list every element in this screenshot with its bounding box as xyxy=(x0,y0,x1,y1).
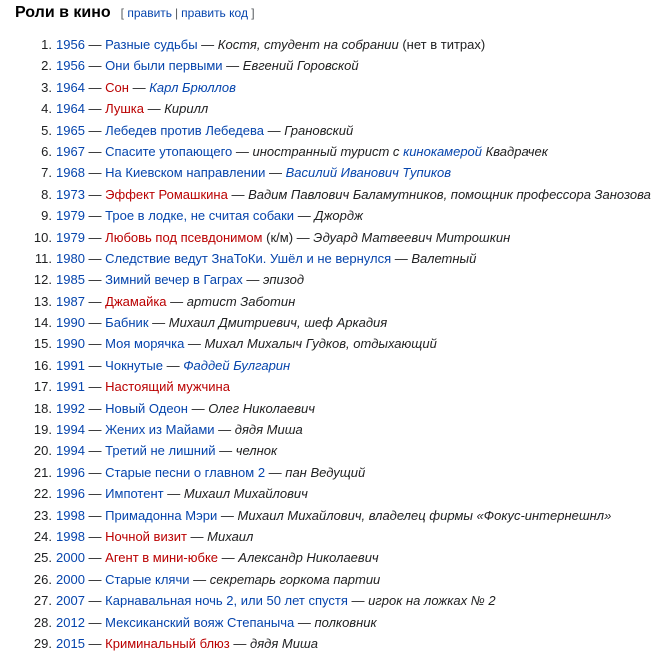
list-item xyxy=(0,98,659,119)
dash: — xyxy=(394,250,408,266)
dash: — xyxy=(167,486,181,502)
dash: — xyxy=(190,528,204,544)
list-item xyxy=(0,333,659,354)
year-link[interactable]: 1996 xyxy=(56,464,85,480)
list-item xyxy=(0,205,659,226)
dash: — xyxy=(246,272,260,288)
dash: — xyxy=(269,165,282,181)
role-name: Михаил xyxy=(207,528,254,544)
role-name: игрок на ложках № 2 xyxy=(368,593,496,609)
role-note: (нет в титрах) xyxy=(402,37,486,52)
list-item xyxy=(0,612,659,633)
dash: — xyxy=(166,357,180,373)
film-link[interactable]: Эффект Ромашкина xyxy=(105,186,228,202)
role-name: Олег Николаевич xyxy=(208,400,316,416)
edit-bracket-open: [ xyxy=(120,6,124,20)
role-name: Вадим Павлович Баламутников, помощник профессора Занозова xyxy=(248,186,651,202)
role-name: секретарь горкома партии xyxy=(209,571,381,587)
item-number: 18. xyxy=(33,400,52,416)
film-link[interactable]: Третий не лишний xyxy=(105,443,216,459)
dash: — xyxy=(268,464,282,480)
year-link[interactable]: 2000 xyxy=(56,550,85,566)
edit-link[interactable]: править xyxy=(127,6,173,20)
role-name: Эдуард Матвеевич Митрошкин xyxy=(313,229,511,245)
item-number: 9. xyxy=(41,208,52,224)
item-number: 24. xyxy=(33,528,52,544)
dash: — xyxy=(88,101,102,117)
film-link[interactable]: Следствие ведут ЗнаТоКи. Ушёл и не вернулся xyxy=(105,250,392,266)
item-number: 27. xyxy=(33,593,52,609)
dash: — xyxy=(88,400,102,416)
item-number: 7. xyxy=(41,165,52,181)
year-link[interactable]: 1994 xyxy=(56,422,85,438)
dash: — xyxy=(88,165,102,181)
role-name: дядя Миша xyxy=(250,635,318,651)
dash: — xyxy=(88,379,102,395)
film-link[interactable]: Карнавальная ночь 2, или 50 лет спустя xyxy=(105,593,348,609)
dash: — xyxy=(88,58,102,74)
year-link[interactable]: 2007 xyxy=(56,593,85,609)
role-name: Михаил Михайлович xyxy=(183,486,308,502)
dash: — xyxy=(147,101,161,117)
role-name: полковник xyxy=(314,614,377,630)
role-name: Евгений Горовской xyxy=(242,58,359,74)
dash: — xyxy=(201,37,215,52)
film-link[interactable]: Чокнутые xyxy=(105,357,163,373)
dash: — xyxy=(219,443,233,459)
year-link[interactable]: 1996 xyxy=(56,486,85,502)
list-item xyxy=(0,184,659,205)
dash: — xyxy=(88,507,102,523)
dash: — xyxy=(88,336,102,352)
section-header xyxy=(15,4,255,30)
item-number: 14. xyxy=(33,315,52,331)
list-item xyxy=(0,633,659,654)
list-item xyxy=(0,590,659,611)
role-link[interactable]: Карл Брюллов xyxy=(149,79,236,95)
year-link[interactable]: 1994 xyxy=(56,443,85,459)
item-number: 17. xyxy=(33,379,52,395)
dash: — xyxy=(88,422,102,438)
role-name: артист Заботин xyxy=(186,293,296,309)
item-number: 21. xyxy=(33,464,52,480)
dash: — xyxy=(88,37,102,52)
dash: — xyxy=(88,122,102,138)
film-link[interactable]: Мексиканский вояж Степаныча xyxy=(105,614,295,630)
year-link[interactable]: 1965 xyxy=(56,122,85,138)
dash: — xyxy=(132,79,146,95)
film-link[interactable]: Зимний вечер в Гаграх xyxy=(105,272,243,288)
dash: — xyxy=(220,507,234,523)
dash: — xyxy=(88,571,102,587)
item-number: 16. xyxy=(33,357,52,373)
dash: — xyxy=(193,571,207,587)
role-name: эпизод xyxy=(262,272,305,288)
item-number: 12. xyxy=(33,272,52,288)
dash: — xyxy=(267,122,281,138)
dash: — xyxy=(226,58,240,74)
role-name: Александр Николаевич xyxy=(238,550,379,566)
dash: — xyxy=(88,528,102,544)
role-name-suffix: Квадрачек xyxy=(485,143,548,159)
item-number: 20. xyxy=(33,443,52,459)
film-link[interactable]: Старые песни о главном 2 xyxy=(105,464,266,480)
item-number: 4. xyxy=(41,101,52,117)
dash: — xyxy=(297,208,311,224)
dash: — xyxy=(170,293,184,309)
year-link[interactable]: 1979 xyxy=(56,208,85,224)
item-number: 1. xyxy=(41,37,52,52)
dash: — xyxy=(88,143,102,159)
year-link[interactable]: 1980 xyxy=(56,250,85,266)
year-link[interactable]: 1990 xyxy=(56,315,85,331)
role-name: пан Ведущий xyxy=(285,464,366,480)
year-link[interactable]: 1998 xyxy=(56,507,85,523)
role-name: челнок xyxy=(235,443,278,459)
dash: — xyxy=(88,293,102,309)
role-name: Михаил Михайлович, владелец фирмы «Фокус-интернешнл» xyxy=(237,507,612,523)
dash: — xyxy=(88,593,102,609)
film-link[interactable]: Жених из Майами xyxy=(105,422,215,438)
year-link[interactable]: 1979 xyxy=(56,229,85,245)
film-link[interactable]: Моя морячка xyxy=(105,336,185,352)
item-number: 5. xyxy=(41,122,52,138)
year-link[interactable]: 1987 xyxy=(56,293,85,309)
role-name: Костя, студент на собрании xyxy=(217,37,399,52)
item-number: 2. xyxy=(41,58,52,74)
item-number: 26. xyxy=(33,571,52,587)
dash: — xyxy=(297,614,311,630)
role-name: Валетный xyxy=(411,250,477,266)
section-title: Роли в кино xyxy=(15,4,111,21)
list-item xyxy=(0,526,659,547)
film-link[interactable]: Сон xyxy=(105,79,129,95)
year-link[interactable]: 1956 xyxy=(56,37,85,52)
role-link[interactable]: Фаддей Булгарин xyxy=(183,357,291,373)
dash: — xyxy=(88,486,102,502)
year-link[interactable]: 1968 xyxy=(56,165,85,181)
film-link[interactable]: Ночной визит xyxy=(105,528,187,544)
year-link[interactable]: 1964 xyxy=(56,79,85,95)
film-link[interactable]: Любовь под псевдонимом xyxy=(105,229,263,245)
film-link[interactable]: Джамайка xyxy=(105,293,167,309)
year-link[interactable]: 1956 xyxy=(56,58,85,74)
dash: — xyxy=(88,315,102,331)
role-name: дядя Миша xyxy=(234,422,303,438)
list-item xyxy=(0,120,659,141)
film-link[interactable]: Настоящий мужчина xyxy=(105,379,230,395)
item-number: 13. xyxy=(33,293,52,309)
item-number: 11. xyxy=(34,250,52,266)
item-number: 15. xyxy=(33,336,52,352)
role-name: Кирилл xyxy=(164,101,209,117)
dash: — xyxy=(88,635,102,651)
item-number: 23. xyxy=(33,507,52,523)
dash: — xyxy=(88,272,102,288)
list-item xyxy=(0,162,659,183)
list-item xyxy=(0,440,659,461)
dash: — xyxy=(88,464,102,480)
item-number: 6. xyxy=(41,143,52,159)
dash: — xyxy=(88,208,102,224)
year-link[interactable]: 1973 xyxy=(56,186,85,202)
film-link[interactable]: Лебедев против Лебедева xyxy=(105,122,264,138)
year-link[interactable]: 1991 xyxy=(56,357,85,373)
dash: — xyxy=(88,357,102,373)
film-link[interactable]: Примадонна Мэри xyxy=(105,507,218,523)
list-item xyxy=(0,398,659,419)
list-item xyxy=(0,34,659,55)
item-number: 8. xyxy=(41,186,52,202)
dash: — xyxy=(351,593,365,609)
year-link[interactable]: 2012 xyxy=(56,614,85,630)
filmography-list xyxy=(0,34,659,654)
film-link[interactable]: Агент в мини-юбке xyxy=(105,550,219,566)
year-link[interactable]: 1991 xyxy=(56,379,85,395)
edit-code-link[interactable]: править код xyxy=(181,6,248,20)
edit-section-links xyxy=(121,6,255,20)
item-number: 19. xyxy=(33,422,52,438)
list-item xyxy=(0,547,659,568)
year-link[interactable]: 2000 xyxy=(56,571,85,587)
item-number: 29. xyxy=(33,635,52,651)
role-name: Михал Михалыч Гудков, отдыхающий xyxy=(204,336,437,352)
dash: — xyxy=(296,229,310,245)
year-link[interactable]: 2015 xyxy=(56,635,85,651)
dash: — xyxy=(191,400,205,416)
list-item xyxy=(0,483,659,504)
edit-bracket-close: ] xyxy=(251,6,255,20)
film-link[interactable]: Бабник xyxy=(105,315,149,331)
dash: — xyxy=(88,443,102,459)
list-item xyxy=(0,141,659,162)
dash: — xyxy=(187,336,201,352)
film-link[interactable]: Старые клячи xyxy=(105,571,190,587)
item-number: 10. xyxy=(33,229,52,245)
list-item xyxy=(0,376,659,397)
film-link[interactable]: Криминальный блюз xyxy=(105,635,230,651)
film-link[interactable]: Спасите утопающего xyxy=(105,143,233,159)
item-number: 3. xyxy=(41,79,52,95)
film-link[interactable]: Новый Одеон xyxy=(105,400,188,416)
role-name: иностранный турист с xyxy=(252,143,400,159)
film-link[interactable]: На Киевском направлении xyxy=(105,165,266,181)
year-link[interactable]: 1998 xyxy=(56,528,85,544)
list-item xyxy=(0,269,659,290)
list-item xyxy=(0,77,659,98)
dash: — xyxy=(88,550,102,566)
year-link[interactable]: 1967 xyxy=(56,143,85,159)
film-link[interactable]: Разные судьбы xyxy=(105,37,198,52)
list-item xyxy=(0,569,659,590)
item-number: 22. xyxy=(33,486,52,502)
dash: — xyxy=(88,229,102,245)
role-name: Михаил Дмитриевич, шеф Аркадия xyxy=(168,315,388,331)
film-link[interactable]: Они были первыми xyxy=(105,58,223,74)
dash: — xyxy=(88,614,102,630)
year-link[interactable]: 1990 xyxy=(56,336,85,352)
role-name: Джордж xyxy=(314,208,363,224)
role-name: Грановский xyxy=(284,122,354,138)
list-item xyxy=(0,227,659,248)
item-number: 25. xyxy=(33,550,52,566)
dash: — xyxy=(233,635,247,651)
list-item xyxy=(0,248,659,269)
dash: — xyxy=(88,186,102,202)
role-link[interactable]: Василий Иванович Тупиков xyxy=(285,165,451,181)
dash: — xyxy=(235,143,249,159)
year-link[interactable]: 1964 xyxy=(56,101,85,117)
film-link[interactable]: Трое в лодке, не считая собаки xyxy=(105,208,295,224)
dash: — xyxy=(88,79,102,95)
list-item xyxy=(0,355,659,376)
list-item xyxy=(0,419,659,440)
list-item xyxy=(0,312,659,333)
film-note: (к/м) xyxy=(266,229,294,245)
edit-separator: | xyxy=(175,6,179,20)
item-number: 28. xyxy=(33,614,52,630)
dash: — xyxy=(218,422,232,438)
dash: — xyxy=(152,315,166,331)
film-link[interactable]: Лушка xyxy=(105,101,144,117)
dash: — xyxy=(231,186,245,202)
list-item xyxy=(0,462,659,483)
list-item xyxy=(0,505,659,526)
list-item xyxy=(0,55,659,76)
film-link[interactable]: Импотент xyxy=(105,486,164,502)
year-link[interactable]: 1985 xyxy=(56,272,85,288)
list-item xyxy=(0,291,659,312)
dash: — xyxy=(88,250,102,266)
year-link[interactable]: 1992 xyxy=(56,400,85,416)
dash: — xyxy=(221,550,235,566)
role-link[interactable]: кинокамерой xyxy=(403,143,483,159)
